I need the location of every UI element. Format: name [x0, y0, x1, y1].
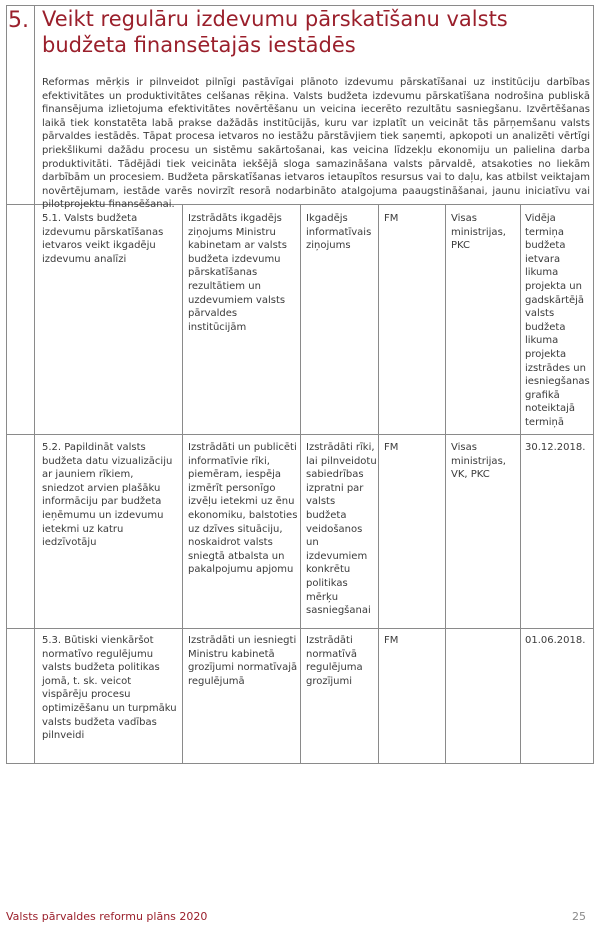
- deadline-cell: 30.12.2018.: [525, 442, 586, 453]
- column-divider: [378, 204, 379, 763]
- measure-cell: 5.1. Valsts budžeta izdevumu pārskatīšanas ietvaros veikt ikgadēju izdevumu analīzi: [42, 213, 164, 265]
- footer-page-number: 25: [572, 910, 586, 923]
- responsible-cell: FM: [384, 442, 399, 453]
- section-intro: Reformas mērķis ir pilnveidot pilnīgi pastāvīgai plānoto izdevumu pārskatīšanai uz institūciju darbības efektivitātes un produktivitātes celšanas rēķina. Valsts budžeta izdevumu pārskatīšana nodrošina publiskā finansējuma izlietojuma efektivitātes novērtēšanu un veicina iecerēto rezultātu sasniegšanu. Izvērtēšanas laikā tiek konstatēta labā prakse dažādās institūcijās, kuru var izplatīt un veicināt tās pārņemšanu valsts pārvaldes iestādēs. Tāpat procesa ietvaros no iestāžu pārstāvjiem tiek saņemti, apkopoti un analizēti vērtīgi priekšlikumi dažādu procesu un sistēmu sakārtošanai, kas veicina līdzekļu ekonomiju un palielina darba produktivitāti. Tādējādi tiek veicināta iekšējā sloga samazināšana valsts pārvaldē, atsakoties no liekām darbībām un procesiem. Budžeta pārskatīšanas ietvaros ietaupītos resursus vai to daļu, kas atbilst veiktajam novērtējumam, iestāde varēs novirzīt resorā nodarbināto atalgojuma paaugstināšanai, jaunu iniciatīvu vai pilotprojektu finansēšanai.: [42, 77, 590, 211]
- responsible-cell: FM: [384, 213, 399, 224]
- indicator-cell: Izstrādāti rīki, lai pilnveidotu sabiedrības izpratni par valsts budžeta veidošanos un izdevumiem konkrētu politikas mērķu sasniegšanai: [306, 442, 377, 617]
- table-border-left: [6, 5, 7, 764]
- footer-document-title: Valsts pārvaldes reformu plāns 2020: [6, 910, 208, 923]
- column-divider: [445, 204, 446, 763]
- indicator-cell: Izstrādāti normatīvā regulējuma grozījumi: [306, 635, 363, 687]
- table-border-bottom: [6, 763, 594, 764]
- table-border-right: [593, 5, 594, 764]
- deadline-cell: Vidēja termiņa budžeta ietvara likuma projekta un gadskārtējā valsts budžeta likuma projekta izstrādes un iesniegšanas grafikā noteiktajā termiņā: [525, 213, 590, 428]
- co-responsible-cell: Visas ministrijas, VK, PKC: [451, 442, 506, 481]
- column-divider: [182, 204, 183, 763]
- column-divider: [520, 204, 521, 763]
- result-cell: Izstrādāti un publicēti informatīvie rīki, piemēram, iespēja izmērīt personīgo izvēļu ietekmi uz ēnu ekonomiku, balstoties uz dzīves situāciju, noskaidrot valsts sniegtā atbalsta un pakalpojumu apjomu: [188, 442, 298, 576]
- table-number-column-divider: [34, 5, 35, 764]
- result-cell: Izstrādāti un iesniegti Ministru kabinetā grozījumi normatīvajā regulējumā: [188, 635, 298, 687]
- deadline-cell: 01.06.2018.: [525, 635, 586, 646]
- responsible-cell: FM: [384, 635, 399, 646]
- result-cell: Izstrādāts ikgadējs ziņojums Ministru kabinetam ar valsts budžeta izdevumu pārskatīšanas rezultātiem un uzdevumiem valsts pārvaldes institūcijām: [188, 213, 287, 333]
- section-number: 5.: [8, 8, 29, 33]
- measure-cell: 5.3. Būtiski vienkāršot normatīvo regulējumu valsts budžeta politikas jomā, t. sk. veicot vispārēju procesu optimizēšanu un turpmāku valsts budžeta vadības pilnveidi: [42, 635, 177, 742]
- indicator-cell: Ikgadējs informatīvais ziņojums: [306, 213, 372, 252]
- section-title: Veikt regulāru izdevumu pārskatīšanu valsts budžeta finansētajās iestādēs: [42, 7, 508, 57]
- co-responsible-cell: Visas ministrijas, PKC: [451, 213, 506, 252]
- column-divider: [300, 204, 301, 763]
- measure-cell: 5.2. Papildināt valsts budžeta datu vizualizāciju ar jauniem rīkiem, sniedzot arvien plašāku informāciju par budžeta ieņēmumu un izdevumu ietekmi uz katru iedzīvotāju: [42, 442, 173, 549]
